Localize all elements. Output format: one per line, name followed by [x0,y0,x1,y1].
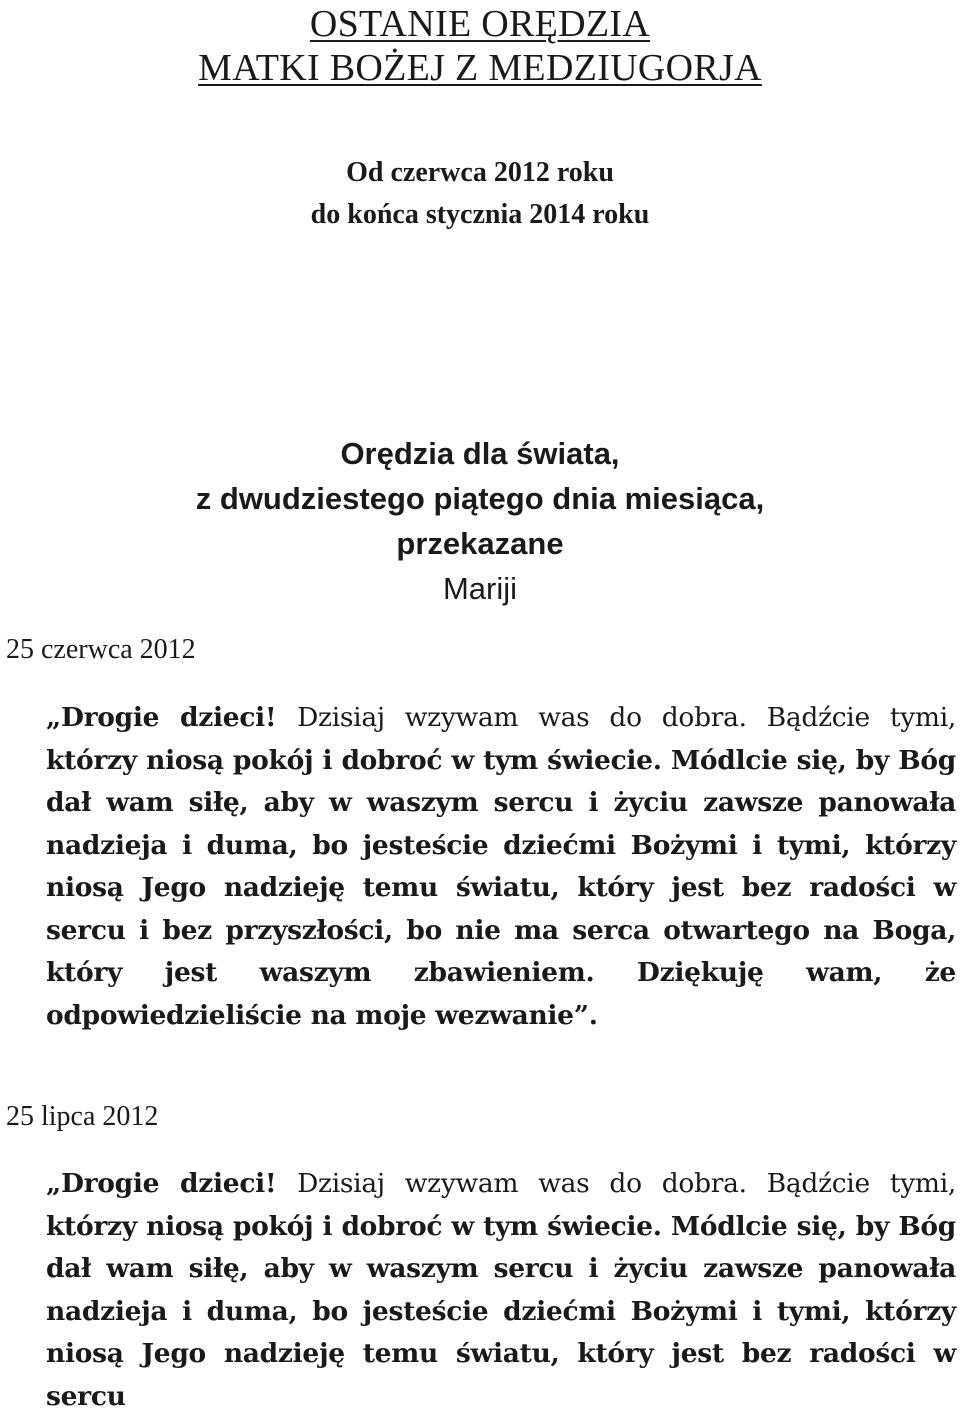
message-greeting: Dzisiaj wzywam was do dobra. Bądźcie tymi, [297,1168,956,1199]
section-heading-line-3 [0,521,960,611]
section-heading-line-2: z dwudziestego piątego dnia miesiąca, [195,481,765,516]
message-date: 25 lipca 2012 [6,1101,159,1132]
message-body: którzy niosą pokój i dobroć w tym świecie. Módlcie się, by Bóg dał wam siłę, aby w waszym sercu i życiu zawsze panowała nadzieja i duma, bo jesteście dziećmi Bożymi i tymi, którzy niosą Jego nadzieję temu światu, który jest bez radości w sercu i bez przyszłości, bo nie ma serca otwartego na Boga, który jest waszym zbawieniem. Dziękuję wam, że odpowiedzieliście na moje wezwanie”. [46,744,956,1031]
section-heading-line-1: Orędzia dla świata, [340,436,620,471]
message-body: którzy niosą pokój i dobroć w tym świecie. Módlcie się, by Bóg dał wam siłę, aby w waszym sercu i życiu zawsze panowała nadzieja i duma, bo jesteście dziećmi Bożymi i tymi, którzy niosą Jego nadzieję temu światu, który jest bez radości w sercu [46,1210,956,1412]
message-greeting: Dzisiaj wzywam was do dobra. Bądźcie tymi, [297,702,956,733]
subtitle-line-1: Od czerwca 2012 roku [346,157,614,188]
page-title [0,2,960,90]
message-opening: „Drogie dzieci! [46,1168,298,1199]
message-text [46,697,956,1037]
date-range-subtitle [0,152,960,236]
section-heading [0,431,960,611]
message-date: 25 czerwca 2012 [6,634,196,665]
subtitle-line-2: do końca stycznia 2014 roku [310,199,650,230]
title-line-2: MATKI BOŻEJ Z MEDZIUGORJA [198,47,762,89]
message-opening: „Drogie dzieci! [46,702,298,733]
section-heading-line-3-bold: przekazane [396,526,564,561]
section-heading-line-3-light: Mariji [442,571,518,606]
title-line-1: OSTANIE ORĘDZIA [309,3,651,45]
